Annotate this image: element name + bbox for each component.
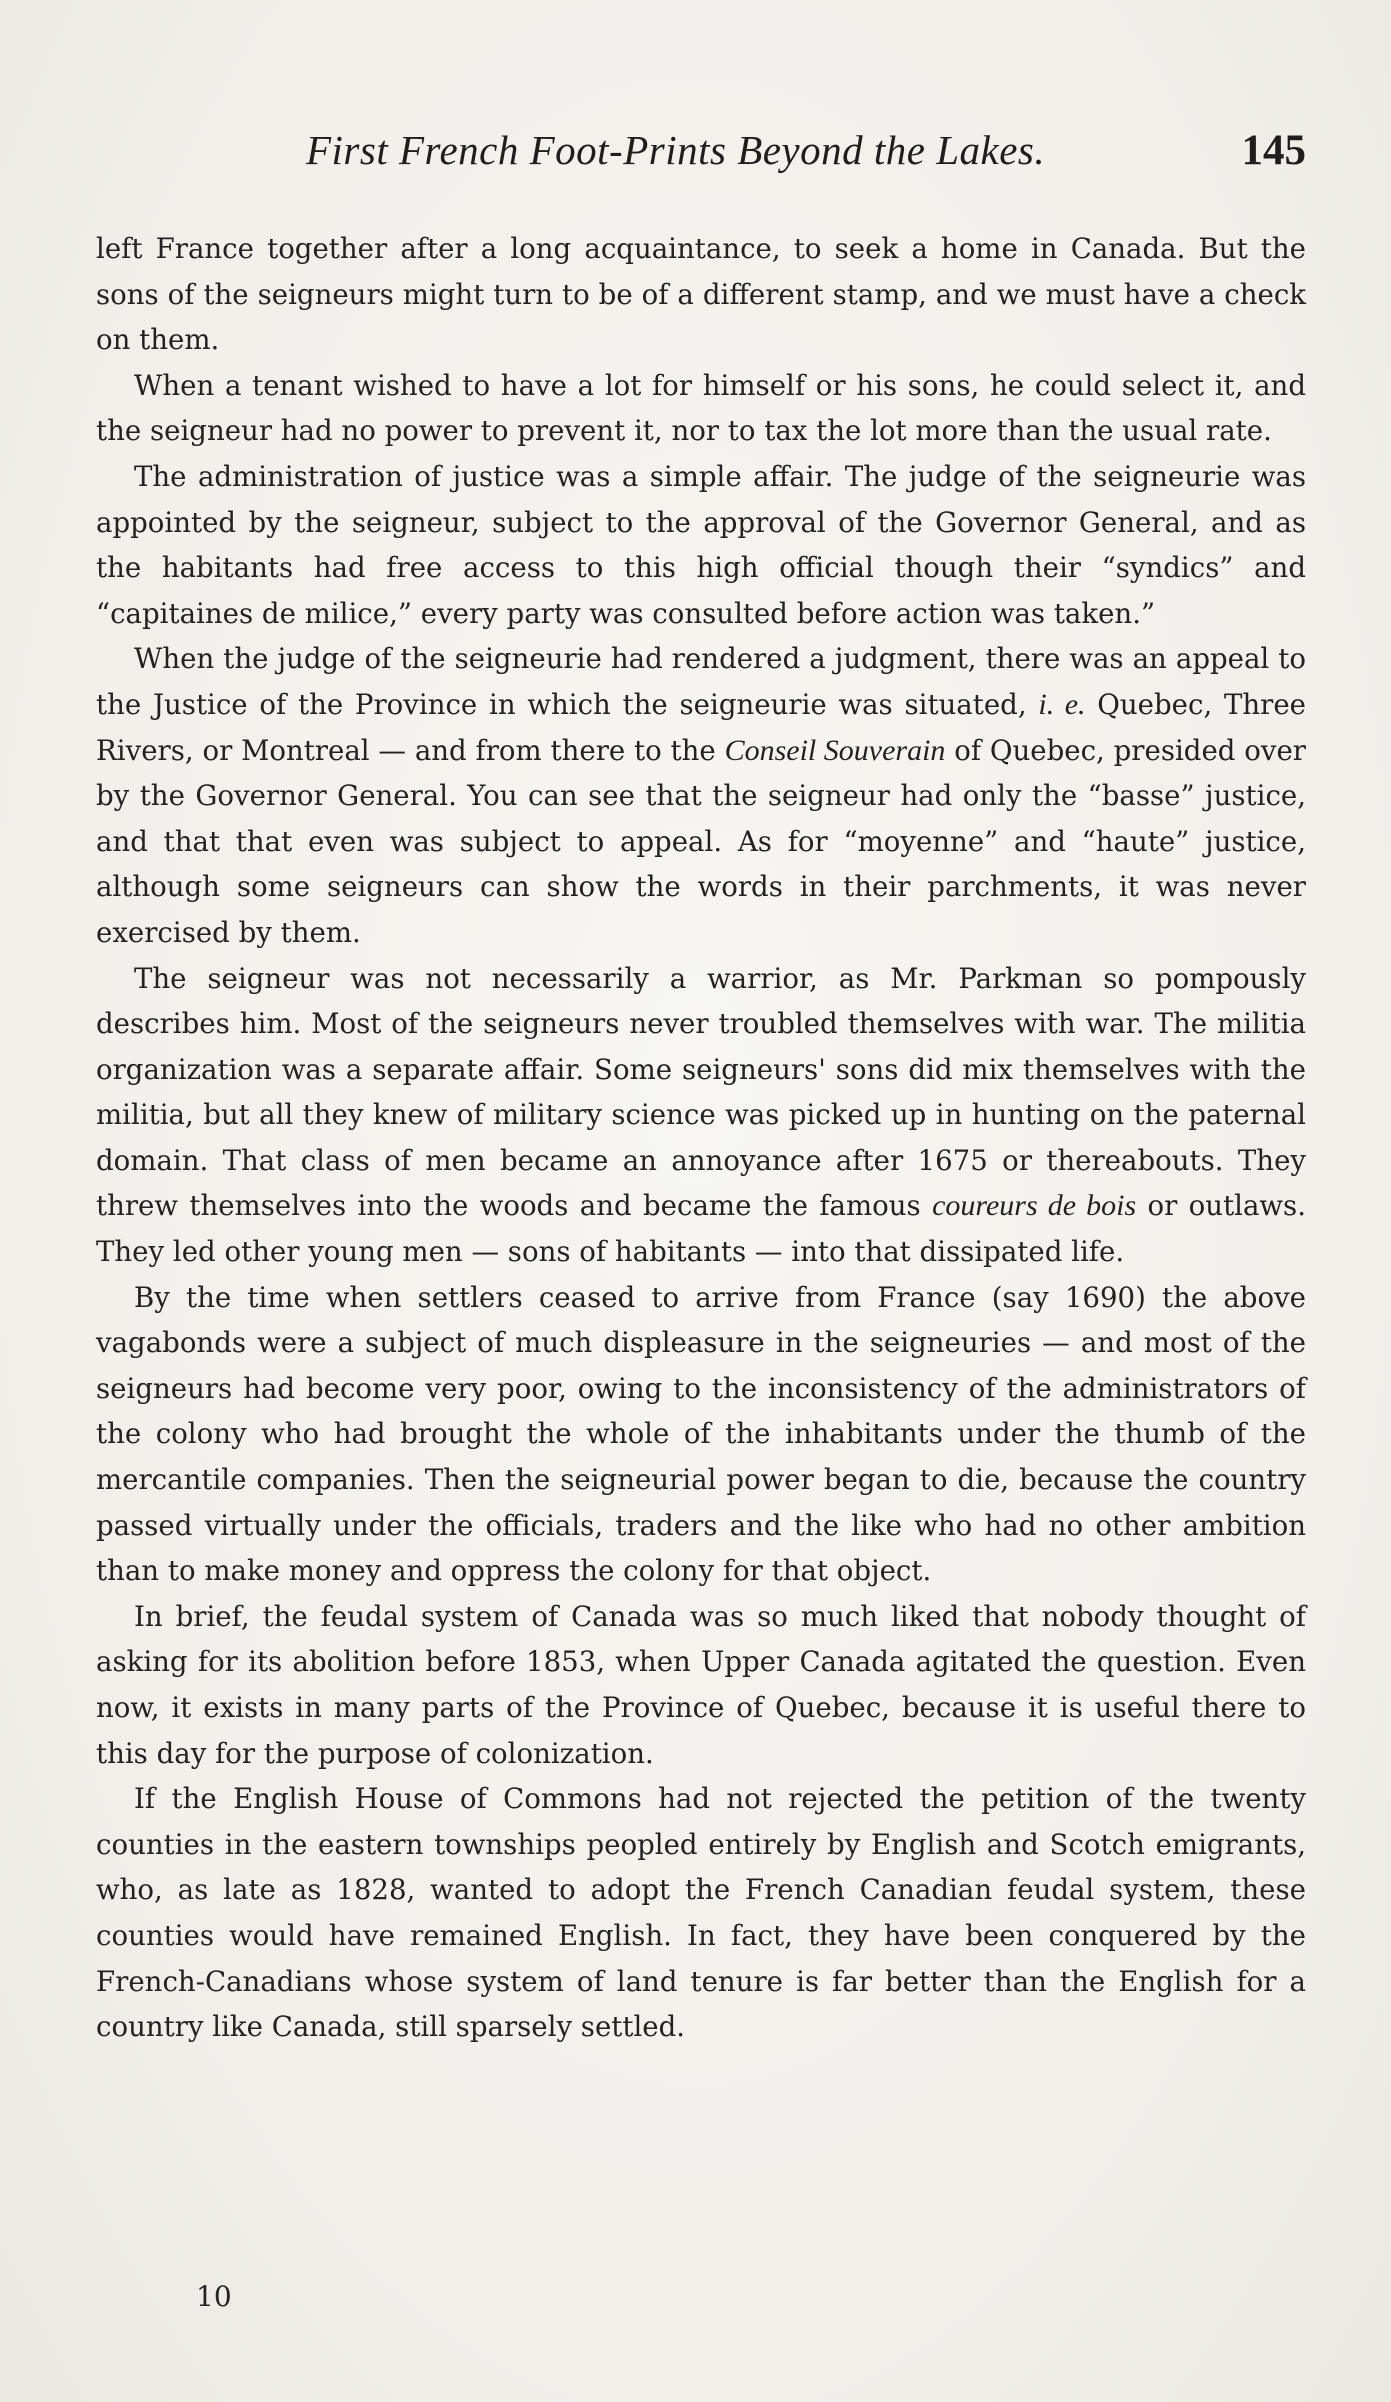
- text-run: Quebec, Three Rivers, or Montreal — and from there to the: [96, 687, 1306, 767]
- page-header: [96, 126, 1306, 186]
- text-run: When a tenant wished to have a lot for himself or his sons, he could select it, and the seigneur had no power to prevent it, nor to tax the lot more than the usual rate.: [96, 368, 1306, 448]
- italic-phrase: coureurs de bois: [932, 1189, 1137, 1223]
- paragraph: [96, 363, 1306, 454]
- signature-mark: 10: [196, 2280, 232, 2313]
- paragraph: [96, 636, 1306, 955]
- body-text: [96, 226, 1306, 2050]
- paragraph: [96, 226, 1306, 363]
- text-run: The seigneur was not necessarily a warrior, as Mr. Parkman so pompously describes him. Most of the seigneurs never troubled themselves with war. The militia organization was a separate affair. Some seigneurs' sons did mix themselves with the militia, but all they knew of military science was picked up in hunting on the paternal domain. That class of men became an annoyance after 1675 or thereabouts. They threw themselves into the woods and became the famous: [96, 961, 1306, 1223]
- paragraph: [96, 956, 1306, 1275]
- text-run: If the English House of Commons had not rejected the petition of the twenty counties in the eastern townships peopled entirely by English and Scotch emigrants, who, as late as 1828, wanted to adopt the French Canadian feudal system, these counties would have remained English. In fact, they have been conquered by the French-Canadians whose system of land tenure is far better than the English for a country like Canada, still sparsely settled.: [96, 1782, 1306, 2044]
- text-run: By the time when settlers ceased to arrive from France (say 1690) the above vagabonds were a subject of much displeasure in the seigneuries — and most of the seigneurs had become very poor, owing to the inconsistency of the administrators of the colony who had brought the whole of the inhabitants under the thumb of the mercantile companies. Then the seigneurial power began to die, because the country passed virtually under the officials, traders and the like who had no other ambition than to make money and oppress the colony for that object.: [96, 1280, 1306, 1588]
- text-run: In brief, the feudal system of Canada was so much liked that nobody thought of asking for its abolition before 1853, when Upper Canada agitated the question. Even now, it exists in many parts of the Province of Quebec, because it is useful there to this day for the purpose of colonization.: [96, 1599, 1306, 1770]
- paragraph: [96, 1275, 1306, 1594]
- italic-phrase: i. e.: [1038, 687, 1086, 721]
- text-run: The administration of justice was a simple affair. The judge of the seigneurie was appointed by the seigneur, subject to the approval of the Governor General, and as the habitants had free access to this high official though their “syndics” and “capitaines de milice,” every party was consulted before action was taken.”: [96, 459, 1306, 630]
- italic-phrase: Conseil Souverain: [724, 733, 946, 767]
- page-number: 145: [1241, 127, 1306, 174]
- text-run: left France together after a long acquaintance, to seek a home in Canada. But the sons of the seigneurs might turn to be of a different stamp, and we must have a check on them.: [96, 232, 1306, 357]
- paragraph: [96, 454, 1306, 636]
- text-run: When the judge of the seigneurie had rendered a judgment, there was an appeal to the Justice of the Province in which the seigneurie was situated,: [96, 642, 1306, 721]
- running-title: First French Foot-Prints Beyond the Lakes.: [306, 127, 1046, 173]
- text-run: of Quebec, presided over by the Governor General. You can see that the seigneur had only the “basse” justice, and that that even was subject to appeal. As for “moyenne” and “haute” justice, although some seigneurs can show the words in their parchments, it was never exercised by them.: [96, 733, 1306, 949]
- text-run: or outlaws. They led other young men — sons of habitants — into that dissipated life.: [96, 1189, 1306, 1269]
- paragraph: [96, 1776, 1306, 2050]
- paragraph: [96, 1594, 1306, 1776]
